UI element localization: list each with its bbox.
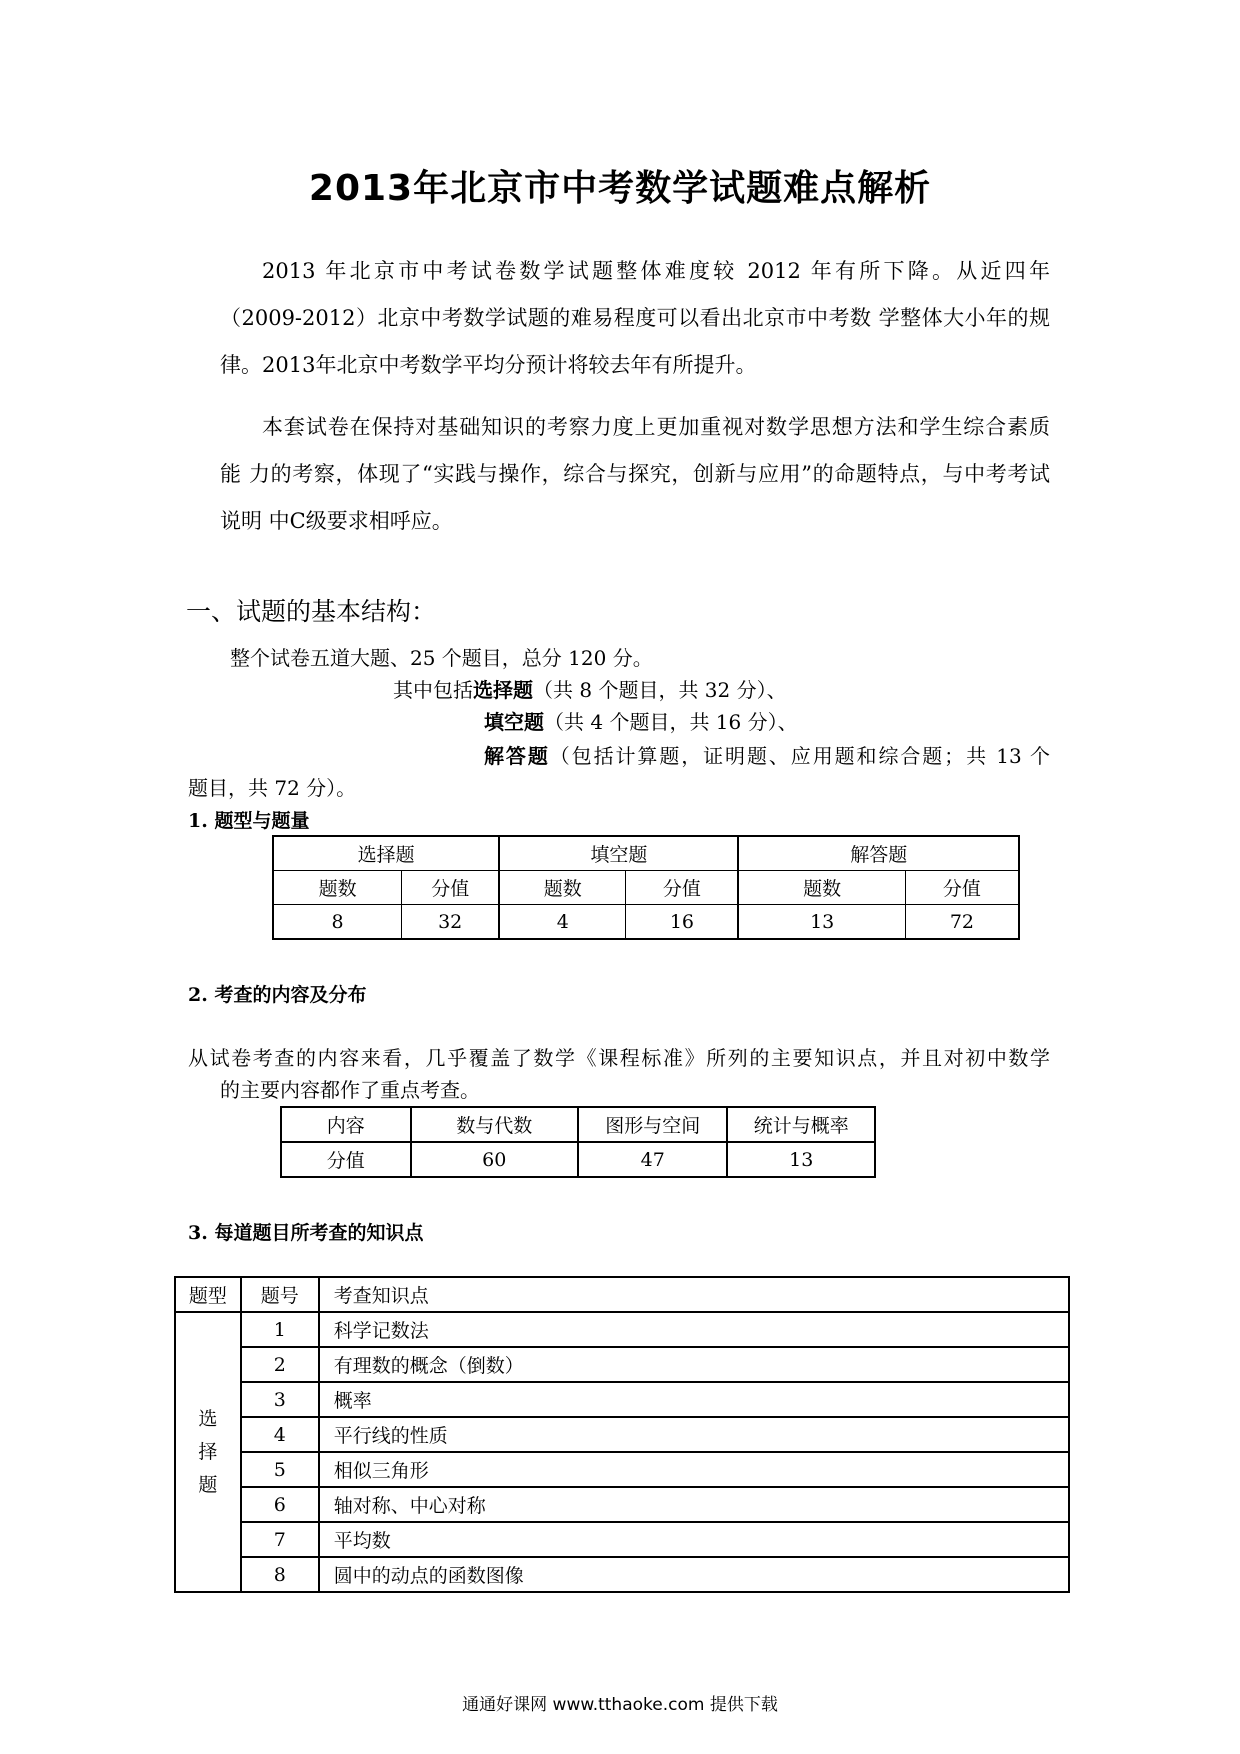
- table-row: [175, 1452, 1069, 1487]
- table-row: [175, 1277, 1069, 1312]
- table-cell: 分值: [905, 871, 1019, 905]
- table-row: [175, 1557, 1069, 1592]
- table-cell: 13: [738, 905, 905, 940]
- text-span: （包括计算题，证明题、应用题和综合题；共 13 个: [549, 744, 1051, 768]
- structure-summary: 整个试卷五道大题、25 个题目，总分 120 分。: [230, 646, 653, 670]
- table-row: [175, 1382, 1069, 1417]
- table-cell: 分值: [281, 1142, 411, 1177]
- table-row: [175, 1522, 1069, 1557]
- table-cell: 4: [241, 1417, 319, 1452]
- table-cell: 考查知识点: [319, 1277, 1069, 1312]
- table-cell: 7: [241, 1522, 319, 1557]
- text-line: 能 力的考察，体现了“实践与操作，综合与探究，创新与应用”的命题特点，与中考考试: [220, 462, 1050, 486]
- text-span: 填空题: [484, 710, 544, 734]
- text-span: （共 8 个题目，共 32 分）、: [533, 678, 787, 702]
- table-cell: 题号: [241, 1277, 319, 1312]
- text-span: 其中包括: [393, 678, 473, 702]
- table-cell: 有理数的概念（倒数）: [319, 1347, 1069, 1382]
- table-row: [175, 1347, 1069, 1382]
- subsection-heading: 1. 题型与题量: [188, 810, 310, 832]
- table-row: [281, 1142, 875, 1177]
- table-cell: 内容: [281, 1107, 411, 1142]
- content-distribution-table: [280, 1106, 876, 1178]
- text-line: 说明 中C级要求相呼应。: [220, 509, 453, 533]
- table-cell: 8: [241, 1557, 319, 1592]
- table-cell: 填空题: [499, 836, 738, 871]
- table-cell: 72: [905, 905, 1019, 940]
- table-cell: 题数: [273, 871, 402, 905]
- table-cell: 2: [241, 1347, 319, 1382]
- table-cell: 图形与空间: [578, 1107, 728, 1142]
- section-heading: 一、试题的基本结构：: [186, 597, 437, 626]
- structure-line-end: 题目，共 72 分）。: [188, 776, 357, 800]
- subsection-heading: 2. 考查的内容及分布: [188, 984, 367, 1006]
- structure-line-answer: [484, 740, 1050, 769]
- table-cell: 平均数: [319, 1522, 1069, 1557]
- question-type-cell: [175, 1312, 241, 1592]
- table-cell: 4: [499, 905, 626, 940]
- type-char: 题: [198, 1473, 218, 1496]
- page-title: 2013年北京市中考数学试题难点解析: [308, 168, 932, 209]
- table-row: [175, 1312, 1069, 1347]
- table-row: [175, 1487, 1069, 1522]
- table-cell: 题数: [738, 871, 905, 905]
- text-line: 本套试卷在保持对基础知识的考察力度上更加重视对数学思想方法和学生综合素质: [262, 415, 1050, 439]
- type-char: 择: [198, 1440, 218, 1463]
- question-type-table: [272, 835, 1020, 940]
- table-row: [281, 1107, 875, 1142]
- text-span: 解答题: [484, 744, 550, 768]
- table-cell: 13: [727, 1142, 875, 1177]
- table-cell: 平行线的性质: [319, 1417, 1069, 1452]
- content-text-line: 的主要内容都作了重点考查。: [220, 1078, 480, 1102]
- table-cell: 选择题: [273, 836, 499, 871]
- table-cell: 6: [241, 1487, 319, 1522]
- table-cell: 概率: [319, 1382, 1069, 1417]
- table-row: [273, 905, 1019, 940]
- table-cell: 分值: [626, 871, 739, 905]
- content-text-line: 从试卷考查的内容来看，几乎覆盖了数学《课程标准》所列的主要知识点，并且对初中数学: [188, 1046, 1050, 1070]
- table-cell: 32: [402, 905, 500, 940]
- table-cell: 题型: [175, 1277, 241, 1312]
- table-cell: 1: [241, 1312, 319, 1347]
- knowledge-point-table: [174, 1276, 1070, 1593]
- table-cell: 数与代数: [411, 1107, 578, 1142]
- table-cell: 3: [241, 1382, 319, 1417]
- table-cell: 科学记数法: [319, 1312, 1069, 1347]
- table-cell: 题数: [499, 871, 626, 905]
- structure-line-choice: [393, 674, 787, 703]
- text-line: 2013 年北京市中考试卷数学试题整体难度较 2012 年有所下降。从近四年: [262, 259, 1050, 283]
- intro-paragraph-1: [220, 248, 1050, 389]
- table-cell: 圆中的动点的函数图像: [319, 1557, 1069, 1592]
- table-row: [273, 871, 1019, 905]
- table-cell: 5: [241, 1452, 319, 1487]
- text-line: 律。2013年北京中考数学平均分预计将较去年有所提升。: [220, 353, 757, 377]
- type-char: 选: [198, 1407, 218, 1430]
- table-cell: 8: [273, 905, 402, 940]
- table-cell: 分值: [402, 871, 500, 905]
- intro-paragraph-2: [220, 404, 1050, 545]
- text-span: 选择题: [473, 678, 533, 702]
- text-line: （2009-2012）北京中考数学试题的难易程度可以看出北京市中考数 学整体大小年的规: [220, 306, 1050, 330]
- table-row: [273, 836, 1019, 871]
- table-cell: 60: [411, 1142, 578, 1177]
- table-row: [175, 1417, 1069, 1452]
- table-cell: 解答题: [738, 836, 1019, 871]
- text-span: （共 4 个题目，共 16 分）、: [544, 710, 798, 734]
- subsection-heading: 3. 每道题目所考查的知识点: [188, 1222, 424, 1244]
- table-cell: 47: [578, 1142, 728, 1177]
- page-footer: 通通好课网 www.tthaoke.com 提供下载: [462, 1695, 778, 1715]
- table-cell: 轴对称、中心对称: [319, 1487, 1069, 1522]
- table-cell: 相似三角形: [319, 1452, 1069, 1487]
- table-cell: 统计与概率: [727, 1107, 875, 1142]
- structure-line-fill: [484, 706, 798, 735]
- table-cell: 16: [626, 905, 739, 940]
